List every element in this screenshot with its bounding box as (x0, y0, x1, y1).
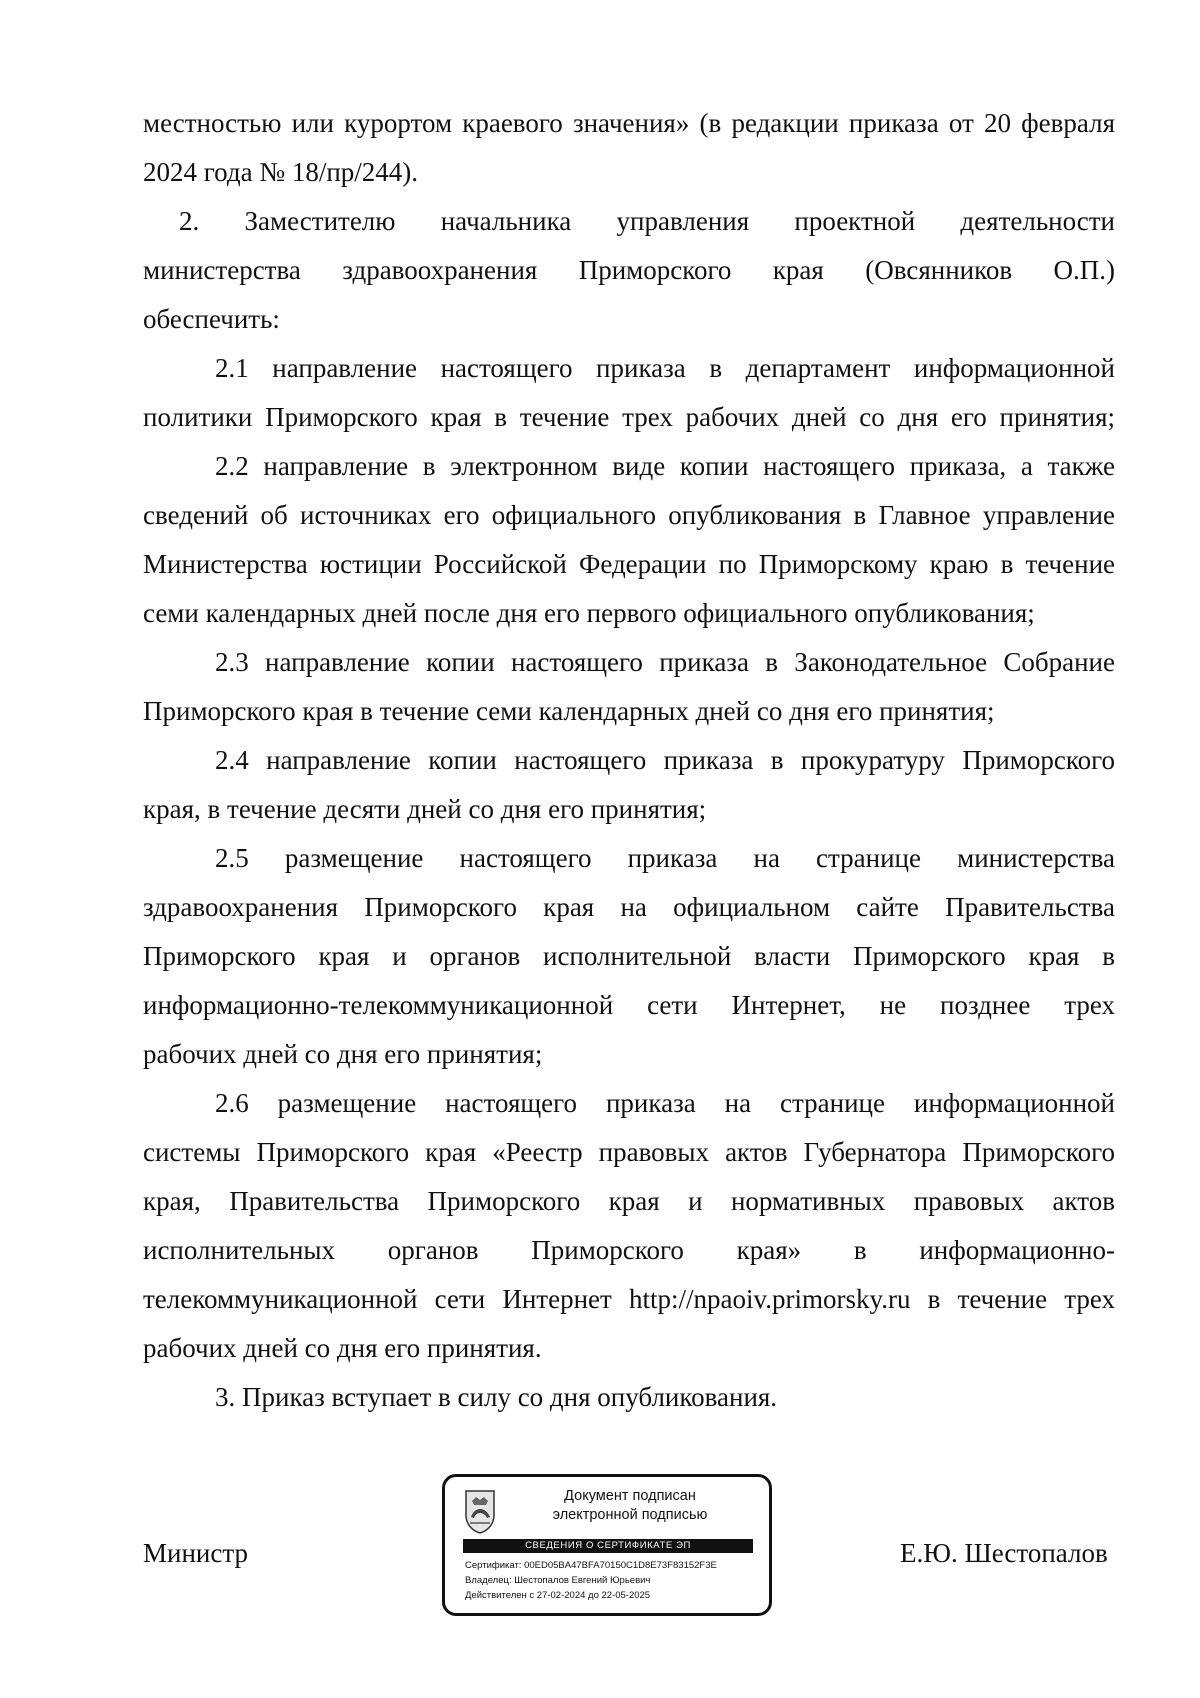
paragraph-2-line: 2. Заместителю начальника управления проектной деятельности (179, 206, 1115, 236)
text-line: рабочих дней со дня его принятия; (143, 1039, 543, 1069)
text-line: Приморского края и органов исполнительной власти Приморского края в (143, 941, 1115, 971)
text-line: рабочих дней со дня его принятия. (143, 1333, 542, 1363)
paragraph-2-5-line: 2.5 размещение настоящего приказа на странице министерства (215, 843, 1115, 873)
text-line: Приморского края в течение семи календарных дней со дня его принятия; (143, 696, 995, 726)
paragraph-2-4-line: 2.4 направление копии настоящего приказа в прокуратуру Приморского (215, 745, 1115, 775)
text-line: системы Приморского края «Реестр правовых актов Губернатора Приморского (143, 1137, 1115, 1167)
paragraph-2-3-line: 2.3 направление копии настоящего приказа в Законодательное Собрание (215, 647, 1115, 677)
text-line: политики Приморского края в течение трех рабочих дней со дня его принятия; (143, 402, 1115, 432)
text-line: информационно-телекоммуникационной сети Интернет, не позднее трех (143, 990, 1115, 1020)
paragraph-2-6-line: 2.6 размещение настоящего приказа на странице информационной (215, 1088, 1115, 1118)
text-line: сведений об источниках его официального опубликования в Главное управление (143, 500, 1115, 530)
signatory-position: Министр (143, 1538, 248, 1568)
stamp-owner: Владелец: Шестопалов Евгений Юрьевич (465, 1575, 651, 1586)
stamp-title-line: электронной подписью (552, 1507, 708, 1523)
paragraph-2-1-line: 2.1 направление настоящего приказа в департамент информационной (215, 353, 1115, 383)
text-line: местностью или курортом краевого значения» (в редакции приказа от 20 февраля (143, 108, 1115, 138)
text-line: края, Правительства Приморского края и нормативных правовых актов (143, 1186, 1115, 1216)
paragraph-3-line: 3. Приказ вступает в силу со дня опубликования. (215, 1382, 778, 1412)
stamp-certificate-number: Сертификат: 00ED05BA47BFA70150C1D8E73F83152F3E (465, 1560, 717, 1571)
text-line: семи календарных дней после дня его первого официального опубликования; (143, 598, 1035, 628)
signatory-name: Е.Ю. Шестопалов (900, 1538, 1108, 1568)
stamp-title (505, 1487, 755, 1525)
stamp-title-line: Документ подписан (564, 1488, 696, 1504)
text-line: исполнительных органов Приморского края» в информационно- (143, 1235, 1115, 1265)
paragraph-2-2-line: 2.2 направление в электронном виде копии настоящего приказа, а также (215, 451, 1115, 481)
stamp-certificate-header: СВЕДЕНИЯ О СЕРТИФИКАТЕ ЭП (463, 1539, 753, 1553)
text-line: Министерства юстиции Российской Федерации по Приморскому краю в течение (143, 549, 1115, 579)
stamp-validity: Действителен с 27-02-2024 до 22-05-2025 (465, 1590, 651, 1601)
text-line: обеспечить: (143, 304, 280, 334)
text-line: 2024 года № 18/пр/244). (143, 157, 419, 187)
coat-of-arms-icon (463, 1487, 497, 1535)
text-line: министерства здравоохранения Приморского края (Овсянников О.П.) (143, 255, 1115, 285)
text-line: телекоммуникационной сети Интернет http://npaoiv.primorsky.ru в течение трех (143, 1284, 1115, 1314)
electronic-signature-stamp (442, 1474, 772, 1616)
text-line: края, в течение десяти дней со дня его принятия; (143, 794, 707, 824)
text-line: здравоохранения Приморского края на официальном сайте Правительства (143, 892, 1115, 922)
